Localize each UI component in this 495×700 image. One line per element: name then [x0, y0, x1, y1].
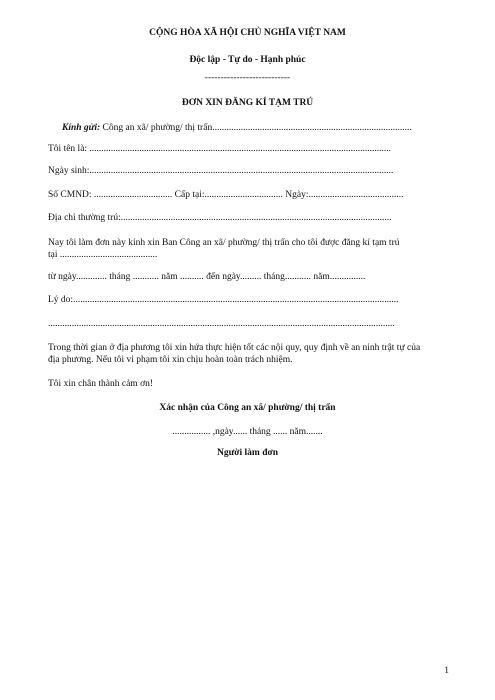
thanks-line: Tôi xin chân thành cảm ơn!	[48, 379, 154, 389]
commitment-line-2: địa phương. Nếu tôi vi phạm tôi xin chịu hoàn toàn trách nhiệm.	[48, 355, 293, 365]
period-field: từ ngày............. tháng ........... năm .......... đến ngày......... tháng........... năm...............	[48, 272, 366, 282]
confirm-title: Xác nhận của Công an xã/ phường/ thị trấn	[159, 403, 336, 413]
page-number: 1	[444, 666, 449, 676]
signer-title: Người làm đơn	[216, 448, 279, 458]
country-heading: CỘNG HÒA XÃ HỘI CHỦ NGHĨA VIỆT NAM	[149, 28, 346, 38]
name-field: Tôi tên là: ...............................................................................................................................	[48, 144, 392, 154]
address-field: Địa chỉ thường trú:..................................................................................................................	[48, 213, 392, 223]
date-line: ................ ,ngày...... tháng ...... năm.......	[172, 427, 323, 437]
divider: ---------------------------	[204, 73, 291, 83]
recipient-text: Công an xã/ phường/ thị trấn....................................................................................	[100, 123, 412, 133]
reason-continued: ..................................................................................................................................................	[48, 319, 395, 329]
request-line-1: Nay tôi làm đơn này kính xin Ban Công an xã/ phường/ thị trấn cho tôi được đăng kí tạm trú	[48, 238, 400, 248]
commitment-line-1: Trong thời gian ở địa phương tôi xin hứa thực hiện tốt các nội quy, quy định về an ninh trật tự của	[48, 343, 421, 353]
recipient-line	[62, 122, 462, 134]
reason-field: Lý do:.........................................................................................................................................	[48, 295, 399, 305]
motto: Độc lập - Tự do - Hạnh phúc	[189, 55, 306, 65]
id-field: Số CMND: ................................. Cấp tại:................................. Ngày:........................................	[48, 190, 404, 200]
request-line-2: tại .........................................	[48, 250, 158, 260]
recipient-label: Kính gửi:	[62, 123, 101, 133]
dob-field: Ngày sinh:................................................................................................................................	[48, 166, 394, 176]
form-title: ĐƠN XIN ĐĂNG KÍ TẠM TRÚ	[181, 98, 314, 108]
